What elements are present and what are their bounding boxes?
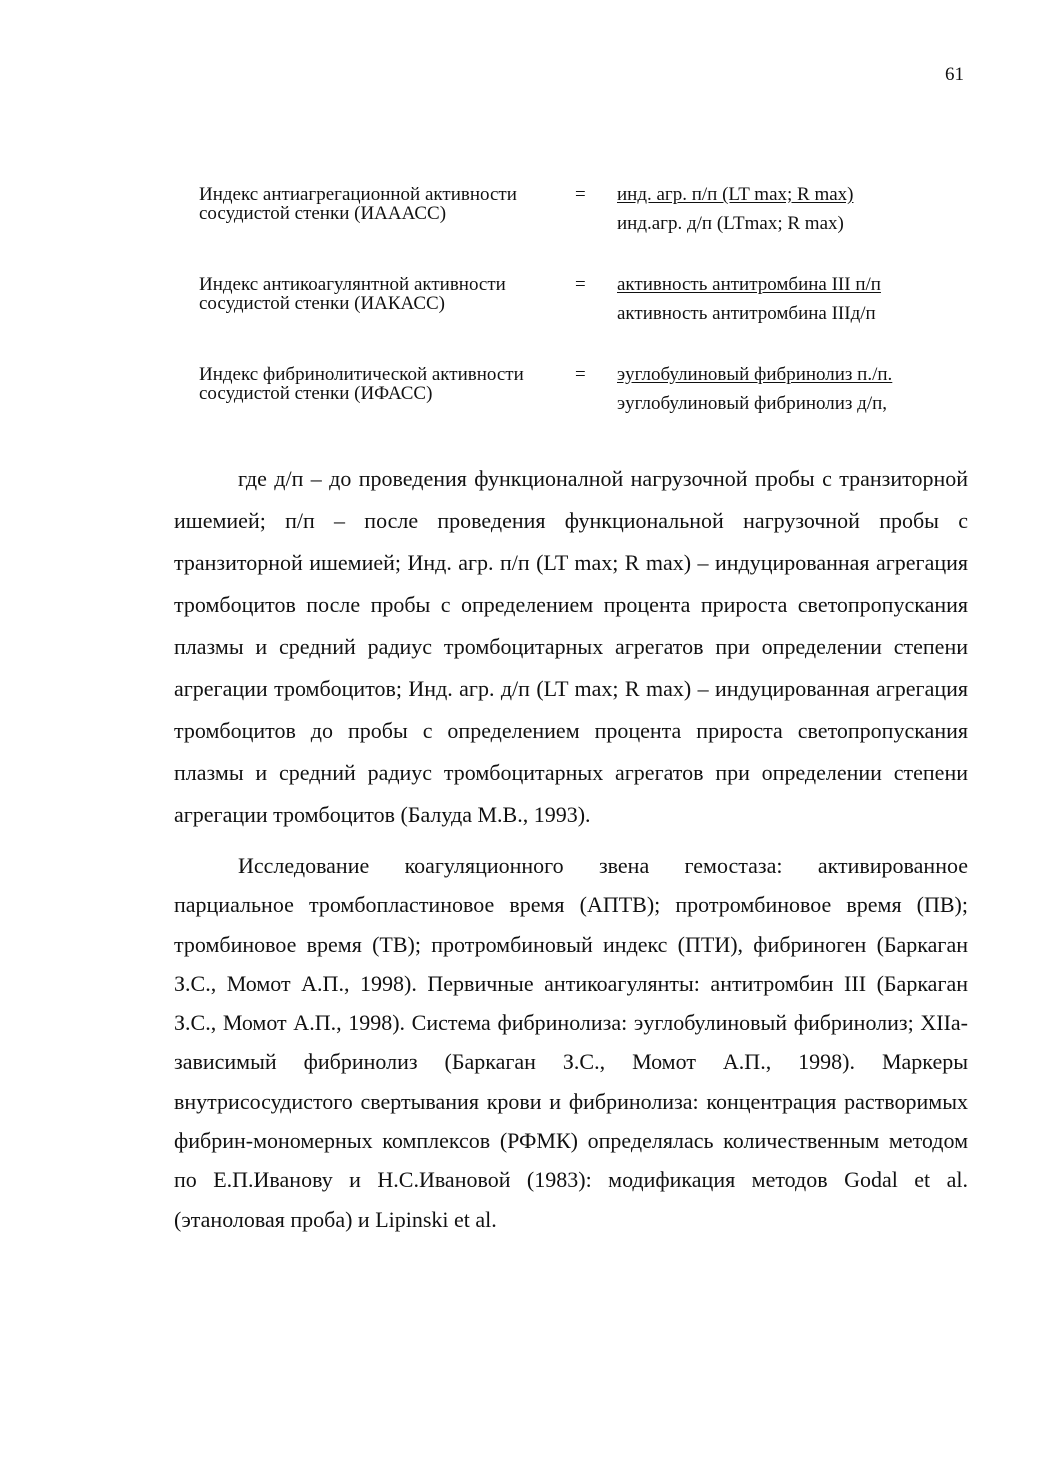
- fraction-denominator: активность антитромбина IIIд/п: [617, 303, 876, 324]
- formula-fraction: [617, 185, 854, 234]
- formula-row-iaaass: [199, 185, 979, 275]
- fraction-denominator: инд.агр. д/п (LTmax; R max): [617, 213, 844, 234]
- page-number: 61: [945, 64, 964, 85]
- equals-sign: =: [575, 184, 586, 205]
- formula-label: Индекс фибринолитической активности сосудистой стенки (ИФАСС): [199, 364, 524, 404]
- formula-block: [199, 185, 979, 455]
- equals-sign: =: [575, 274, 586, 295]
- fraction-numerator: эуглобулиновый фибринолиз п./п.: [617, 364, 893, 385]
- equals-sign: =: [575, 364, 586, 385]
- formula-fraction: [617, 275, 881, 324]
- formula-fraction: [617, 365, 892, 414]
- fraction-denominator: эуглобулиновый фибринолиз д/п,: [617, 393, 888, 414]
- formula-row-iakass: [199, 275, 979, 365]
- paragraph-coagulation-study: Исследование коагуляционного звена гемостаза: активированное парциальное тромбопластиновое время (АПТВ); протромбиновое время (ПВ); тромбиновое время (ТВ); протромбиновый индекс (ПТИ), фибриноген (Баркаган З.С., Момот А.П., 1998). Первичные антикоагулянты: антитромбин III (Баркаган З.С., Момот А.П., 1998). Система фибринолиза: эуглобулиновый фибринолиз; XIIa-зависимый фибринолиз (Баркаган З.С., Момот А.П., 1998). Маркеры внутрисосудистого свертывания крови и фибринолиза: концентрация растворимых фибрин-мономерных комплексов (РФМК) определялась количественным методом по Е.П.Иванову и Н.С.Ивановой (1983): модификация методов Godal et al. (этаноловая проба) и Lipinski et al.: [174, 853, 968, 1232]
- fraction-numerator: активность антитромбина III п/п: [617, 274, 881, 295]
- formula-row-ifass: [199, 365, 979, 455]
- formula-label: Индекс антикоагулянтной активности сосудистой стенки (ИАКАСС): [199, 274, 506, 314]
- formula-label: Индекс антиагрегационной активности сосудистой стенки (ИАААСС): [199, 184, 517, 224]
- body-text: [174, 458, 968, 1239]
- fraction-numerator: инд. агр. п/п (LT max; R max): [617, 184, 854, 205]
- paragraph-definitions: где д/п – до проведения функционалной нагрузочной пробы с транзиторной ишемией; п/п – после проведения функциональной нагрузочной пробы с транзиторной ишемией; Инд. агр. п/п (LT max; R max) – индуцированная агрегация тромбоцитов после пробы с определением процента прироста светопропускания плазмы и средний радиус тромбоцитарных агрегатов при определении степени агрегации тромбоцитов; Инд. агр. д/п (LT max; R max) – индуцированная агрегация тромбоцитов до пробы с определением процента прироста светопропускания плазмы и средний радиус тромбоцитарных агрегатов при определении степени агрегации тромбоцитов (Балуда М.В., 1993).: [174, 466, 968, 827]
